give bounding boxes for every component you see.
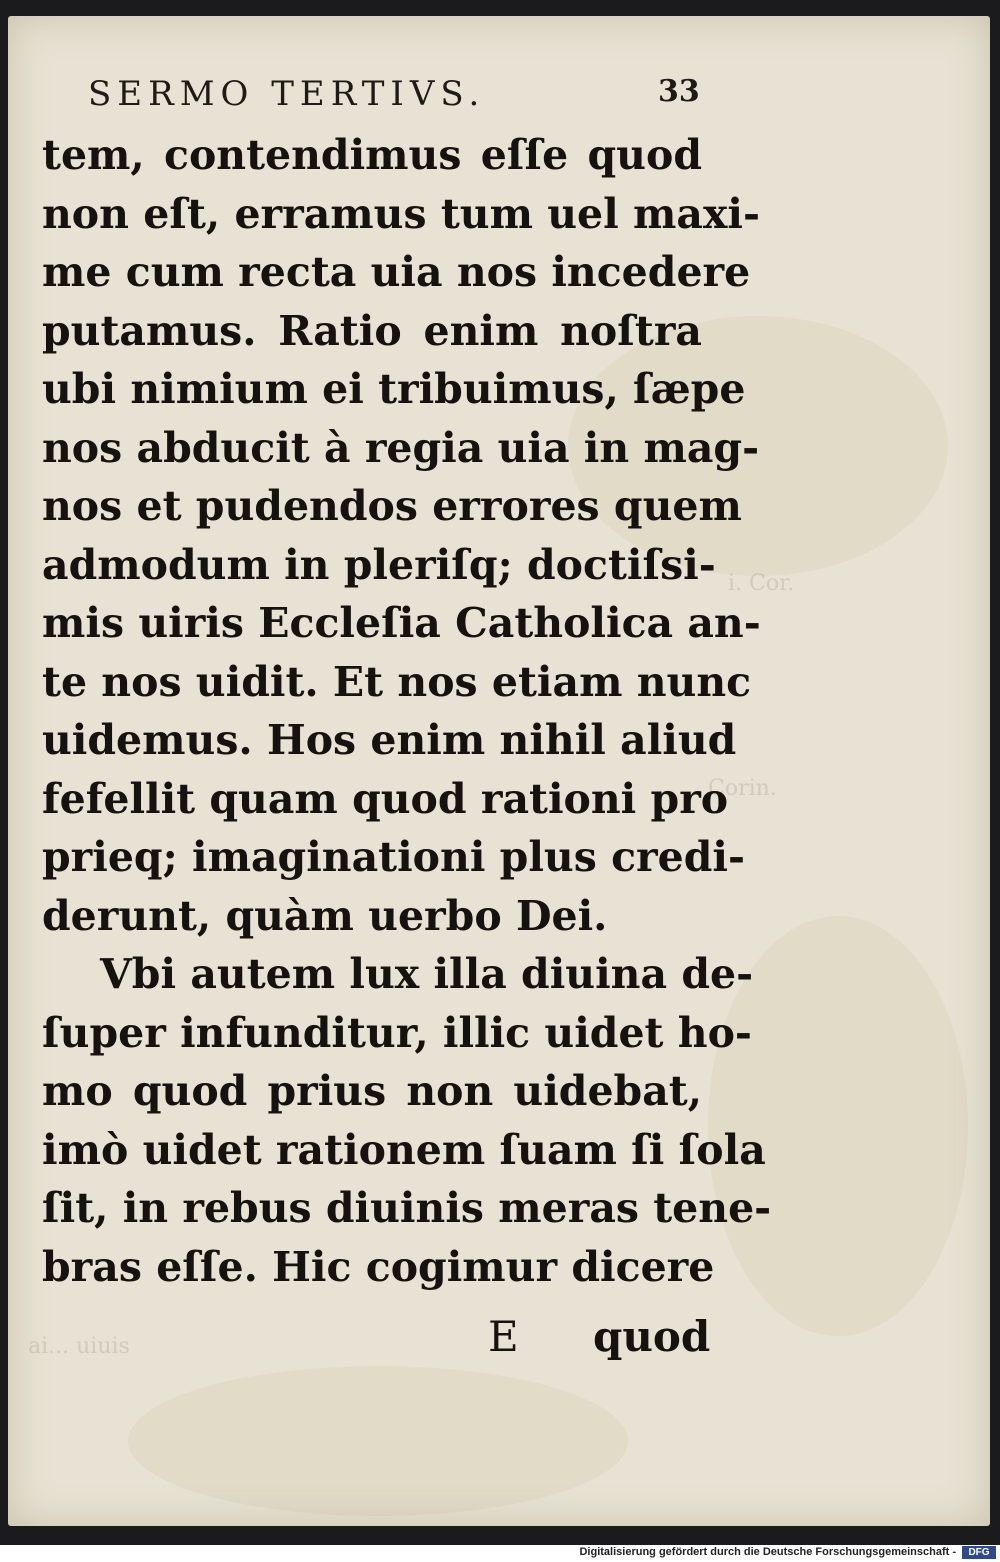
text-line: uidemus. Hos enim nihil aliud	[42, 716, 737, 764]
text-line: te nos uidit. Et nos etiam nunc	[42, 657, 752, 706]
show-through-mark: Corin.	[708, 776, 777, 801]
running-head: SERMO TERTIVS.	[88, 74, 486, 114]
text-line: imò uidet rationem ſuam ſi ſola	[42, 1125, 766, 1174]
text-line: nos abducit à regia uia in mag-	[42, 423, 760, 472]
text-line: ſuper infunditur, illic uidet ho-	[42, 1008, 752, 1057]
text-line: derunt, quàm uerbo Dei.	[42, 891, 608, 940]
text-line: ubi nimium ei tribuimus, ſæpe	[42, 365, 746, 413]
text-line: admodum in pleriſq; doctiſsi-	[42, 540, 716, 589]
show-through-mark: ai... uiuis	[28, 1334, 130, 1359]
paper-stain	[128, 1366, 628, 1516]
catchword: quod	[593, 1312, 711, 1361]
page-number: 33	[658, 74, 700, 109]
funding-credit: Digitalisierung gefördert durch die Deutsche Forschungsgemeinschaft -	[579, 1546, 956, 1558]
text-line: non eſt, erramus tum uel maxi-	[42, 189, 760, 238]
show-through-mark: i. Cor.	[728, 571, 795, 596]
text-line: fefellit quam quod rationi pro	[42, 774, 729, 823]
text-line: Vbi autem lux illa diuina de-	[100, 950, 754, 998]
text-line: bras eſſe. Hic cogimur dicere	[42, 1242, 715, 1291]
signature-mark: E	[488, 1312, 519, 1361]
text-line: mo quod prius non uidebat,	[42, 1067, 702, 1115]
text-line: mis uiris Eccleſia Catholica an-	[42, 599, 761, 647]
text-line: tem, contendimus eſſe quod	[42, 131, 702, 179]
text-line: nos et pudendos errores quem	[42, 482, 742, 530]
book-page	[8, 16, 990, 1526]
dfg-logo: DFG	[962, 1546, 996, 1559]
text-line: ſit, in rebus diuinis meras tene-	[42, 1184, 772, 1232]
text-line: me cum recta uia nos incedere	[42, 248, 751, 296]
text-line: putamus. Ratio enim noſtra	[42, 306, 702, 355]
text-line: prieq; imaginationi plus credi-	[42, 833, 745, 881]
